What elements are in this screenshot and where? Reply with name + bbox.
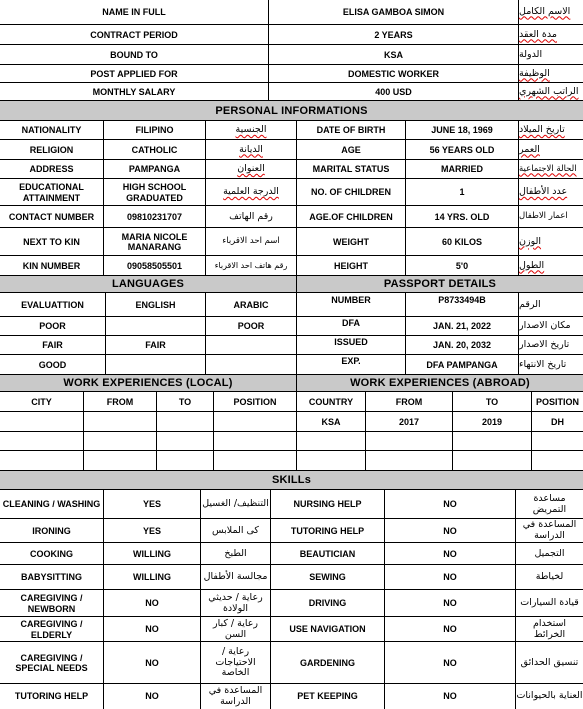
skill-label: CAREGIVING / NEWBORN [20,593,83,614]
label: ISSUED [296,336,405,355]
skill-row [0,518,583,543]
row-lang-1 [0,316,583,336]
arabic-label: العنوان [205,160,296,179]
skill-value: YES [103,519,200,543]
arabic-label: الرقم [518,293,583,317]
arabic-label: تاريخ الاصدار [518,336,583,355]
work-header: FROM [365,392,452,412]
skill-arabic: العناية بالحيوانات [515,684,583,709]
skill-value: NO [384,617,515,642]
label: WEIGHT [296,228,405,256]
arabic-label: اسم احد الاقرباء [205,228,296,256]
value: DFA PAMPANGA [405,355,518,375]
skill-row [0,641,583,684]
skill-row [0,489,583,519]
value: 5'0 [405,256,518,276]
skill-row [0,683,583,709]
skill-value: NO [103,642,200,684]
lang-cell [205,355,296,375]
work-cell [452,451,531,471]
work-header: POSITION [213,392,296,412]
work-cell [156,412,213,432]
skill-arabic: لخياطة [515,565,583,590]
label: ADDRESS [29,164,74,175]
lang-cell [105,355,205,375]
value: 14 YRS. OLD [405,206,518,228]
label: KIN NUMBER [22,260,81,271]
label: EXP. [296,355,405,375]
skill-label: TUTORING HELP [14,691,89,702]
skill-label: CLEANING / WASHING [2,499,101,510]
skill-row [0,564,583,590]
work-cell [213,412,296,432]
skill-label: CAREGIVING / SPECIAL NEEDS [15,652,88,673]
work-cell [365,451,452,471]
skill-arabic: رعاية / حديثي الولادة [200,590,270,617]
label: POST APPLIED FOR [90,68,178,79]
row-lang-3 [0,354,583,375]
skill-label: DRIVING [270,590,384,617]
skill-arabic: التنظيف/ الغسيل [200,490,270,519]
work-cell [365,432,452,451]
arabic-label: الجنسية [205,121,296,140]
value: PAMPANGA [103,160,205,179]
label: NUMBER [296,293,405,317]
arabic-label: عدد الأطفال [518,179,583,206]
skill-value: NO [103,617,200,642]
work-header: CITY [31,396,52,407]
skill-value: NO [384,490,515,519]
row-address [0,159,583,179]
work-experience-header [0,374,583,392]
work-cell: 2019 [452,412,531,432]
arabic-label: الحالة الاجتماعية [518,160,583,179]
value: 60 KILOS [405,228,518,256]
lang-cell: FAIR [105,336,205,355]
label: DFA [296,317,405,336]
label: MARITAL STATUS [296,160,405,179]
label: NO. OF CHILDREN [296,179,405,206]
work-cell [213,451,296,471]
skill-label: SEWING [270,565,384,590]
label: AGE [296,140,405,160]
lang-header: ENGLISH [105,293,205,317]
skill-arabic: تنسيق الحدائق [515,642,583,684]
lang-cell [205,336,296,355]
row-education [0,178,583,206]
lang-cell: FAIR [42,340,63,351]
work-cell [83,451,156,471]
label: MONTHLY SALARY [92,86,176,97]
arabic-label: الوظيفة [518,65,583,83]
row-work-1 [0,411,583,432]
value: MARIA NICOLE MANARANG [103,228,205,256]
work-header: TO [156,392,213,412]
lang-cell: POOR [205,317,296,336]
work-header: COUNTRY [296,392,365,412]
value: KSA [268,45,518,65]
skill-value: NO [384,590,515,617]
value: DOMESTIC WORKER [268,65,518,83]
row-bound-to [0,44,583,65]
row-work-headers [0,391,583,412]
skill-label: IRONING [32,525,71,536]
row-contact [0,205,583,228]
value: 09810231707 [103,206,205,228]
row-post-applied [0,64,583,83]
lang-cell: POOR [39,321,66,332]
work-abroad-title: WORK EXPERIENCES (ABROAD) [296,375,583,392]
value: 1 [405,179,518,206]
skill-value: NO [384,565,515,590]
skill-arabic: رعاية / الاحتياجات الخاصة [200,642,270,684]
value: MARRIED [405,160,518,179]
value: HIGH SCHOOL GRADUATED [103,179,205,206]
arabic-label: الوزن [518,228,583,256]
skill-label: BABYSITTING [20,572,82,583]
skill-label: GARDENING [270,642,384,684]
work-cell [156,432,213,451]
value: 09058505501 [103,256,205,276]
row-next-to-kin [0,227,583,256]
label: CONTACT NUMBER [8,211,95,222]
value: ELISA GAMBOA SIMON [268,0,518,24]
skill-label: CAREGIVING / ELDERLY [20,619,83,640]
value: 2 YEARS [268,25,518,45]
arabic-label: تاريخ الانتهاء [518,355,583,375]
arabic-label: الاسم الكامل [518,0,583,24]
row-nationality [0,120,583,140]
skill-value: YES [103,490,200,519]
skill-value: WILLING [103,543,200,565]
languages-title: LANGUAGES [0,276,296,293]
row-kin-number [0,255,583,276]
skill-value: NO [384,684,515,709]
work-cell [83,432,156,451]
skill-arabic: الطبخ [200,543,270,565]
work-cell: KSA [296,412,365,432]
skills-header [0,470,583,490]
value: CATHOLIC [103,140,205,160]
skill-label: BEAUTICIAN [270,543,384,565]
skill-arabic: المساعدة في الدراسة [200,684,270,709]
label: AGE.OF CHILDREN [296,206,405,228]
arabic-label: الديانة [205,140,296,160]
skill-label: NURSING HELP [270,490,384,519]
skill-row [0,616,583,642]
arabic-label: رقم الهاتف [205,206,296,228]
label: NEXT TO KIN [23,236,80,247]
skill-label: COOKING [29,548,73,559]
skill-value: WILLING [103,565,200,590]
row-religion [0,139,583,160]
skill-arabic: قيادة السيارات [515,590,583,617]
work-header: FROM [83,392,156,412]
work-cell [452,432,531,451]
skill-arabic: رعاية / كبار السن [200,617,270,642]
work-header: TO [452,392,531,412]
section-title: SKILLs [0,471,583,490]
label: EDUCATIONAL ATTAINMENT [19,182,84,203]
skill-value: NO [384,519,515,543]
value: JAN. 21, 2022 [405,317,518,336]
skill-arabic: التجميل [515,543,583,565]
value: 56 YEARS OLD [405,140,518,160]
label: NATIONALITY [21,125,82,136]
personal-info-header [0,100,583,121]
lang-cell: GOOD [38,359,67,370]
arabic-label: العمر [518,140,583,160]
work-cell [531,432,583,451]
skill-value: NO [384,642,515,684]
languages-passport-header [0,275,583,293]
row-work-3 [0,450,583,471]
work-cell [0,412,83,432]
arabic-label: مكان الاصدار [518,317,583,336]
label: DATE OF BIRTH [296,121,405,140]
label: NAME IN FULL [102,6,166,17]
skill-arabic: مساعدة التمريض [515,490,583,519]
arabic-label: الدولة [518,45,583,65]
arabic-label: اعمار الاطفال [518,206,583,228]
row-work-2 [0,431,583,451]
skill-label: PET KEEPING [270,684,384,709]
label: RELIGION [29,144,74,155]
work-cell [0,432,83,451]
work-cell: DH [531,412,583,432]
skill-value: NO [103,684,200,709]
arabic-label: رقم هاتف احد الاقرباء [205,256,296,276]
row-name-in-full [0,0,583,24]
work-cell [296,432,365,451]
value: JAN. 20, 2032 [405,336,518,355]
row-contract-period [0,24,583,45]
value: JUNE 18, 1969 [405,121,518,140]
label: BOUND TO [110,49,158,60]
work-cell [156,451,213,471]
row-lang-2 [0,335,583,355]
label: HEIGHT [296,256,405,276]
value: 400 USD [268,83,518,101]
work-header: POSITION [531,392,583,412]
lang-header: EVALUATTION [21,299,84,310]
label: CONTRACT PERIOD [90,29,178,40]
work-cell [531,451,583,471]
skill-arabic: مجالسة الأطفال [200,565,270,590]
row-lang-headers [0,292,583,317]
arabic-label: مدة العقد [518,25,583,45]
work-cell [213,432,296,451]
work-cell [296,451,365,471]
work-cell [83,412,156,432]
lang-header: ARABIC [205,293,296,317]
section-title: PERSONAL INFORMATIONS [0,101,583,121]
work-cell: 2017 [365,412,452,432]
work-cell [0,451,83,471]
skill-label: USE NAVIGATION [270,617,384,642]
passport-title: PASSPORT DETAILS [296,276,583,293]
row-monthly-salary [0,82,583,101]
skill-value: NO [384,543,515,565]
arabic-label: الطول [518,256,583,276]
skill-arabic: استخدام الخرائط [515,617,583,642]
lang-cell [105,317,205,336]
skill-row [0,542,583,565]
value: FILIPINO [103,121,205,140]
skill-value: NO [103,590,200,617]
arabic-label: الراتب الشهري [518,83,583,101]
value: P8733494B [405,293,518,317]
skill-row [0,589,583,617]
skill-arabic: المساعدة في الدراسة [515,519,583,543]
arabic-label: الدرجة العلمية [205,179,296,206]
skill-arabic: كى الملابس [200,519,270,543]
skill-label: TUTORING HELP [270,519,384,543]
work-local-title: WORK EXPERIENCES (LOCAL) [0,375,296,392]
arabic-label: تاريخ الميلاد [518,121,583,140]
